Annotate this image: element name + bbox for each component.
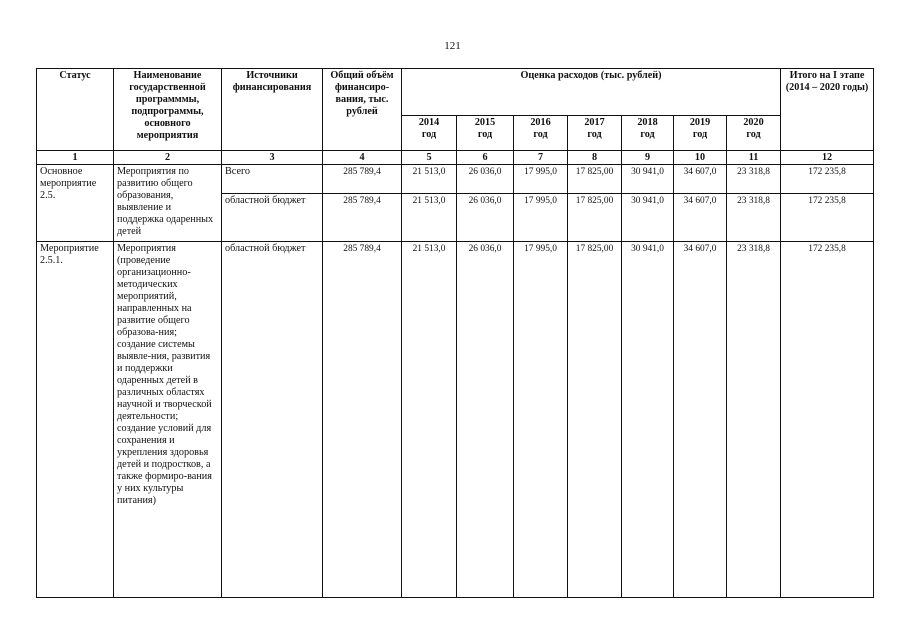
header-year-2014: 2014 год <box>402 116 457 151</box>
header-year-2016: 2016 год <box>514 116 568 151</box>
header-estimate: Оценка расходов (тыс. рублей) <box>402 69 781 116</box>
value-cell: 34 607,0 <box>674 165 727 194</box>
column-number: 4 <box>323 151 402 165</box>
stage-total-cell: 172 235,8 <box>781 165 874 194</box>
header-name: Наименование государственной программмы, подпрограммы, основного мероприятия <box>114 69 222 151</box>
total-cell: 285 789,4 <box>323 194 402 242</box>
name-cell: Мероприятия (проведение организационно-методических мероприятий, направленных на развитие общего образова-ния; создание системы выявле-ния, развития и поддержки одаренных детей в различных областях научной и творческой деятельности; создание условий для сохранения и укрепления здоровья детей и подростков, а также формиро-вания у них культуры питания) <box>114 242 222 598</box>
name-cell: Мероприятия по развитию общего образования, выявление и поддержка одаренных детей <box>114 165 222 242</box>
value-cell: 17 825,00 <box>568 242 622 598</box>
header-year-2015: 2015 год <box>457 116 514 151</box>
column-number: 6 <box>457 151 514 165</box>
header-year-2019: 2019 год <box>674 116 727 151</box>
column-number: 3 <box>222 151 323 165</box>
column-number: 7 <box>514 151 568 165</box>
value-cell: 34 607,0 <box>674 194 727 242</box>
value-cell: 23 318,8 <box>727 194 781 242</box>
value-cell: 23 318,8 <box>727 242 781 598</box>
value-cell: 21 513,0 <box>402 242 457 598</box>
column-number: 12 <box>781 151 874 165</box>
source-cell: областной бюджет <box>222 242 323 598</box>
value-cell: 26 036,0 <box>457 165 514 194</box>
header-total: Общий объём финансиро-вания, тыс. рублей <box>323 69 402 151</box>
value-cell: 17 825,00 <box>568 165 622 194</box>
value-cell: 17 995,0 <box>514 194 568 242</box>
value-cell: 23 318,8 <box>727 165 781 194</box>
value-cell: 17 995,0 <box>514 165 568 194</box>
status-cell: Мероприятие 2.5.1. <box>37 242 114 598</box>
page-number: 121 <box>444 40 461 52</box>
value-cell: 30 941,0 <box>622 242 674 598</box>
stage-total-cell: 172 235,8 <box>781 194 874 242</box>
total-cell: 285 789,4 <box>323 242 402 598</box>
column-number: 8 <box>568 151 622 165</box>
value-cell: 21 513,0 <box>402 194 457 242</box>
status-cell: Основное мероприятие 2.5. <box>37 165 114 242</box>
column-number: 5 <box>402 151 457 165</box>
stage-total-cell: 172 235,8 <box>781 242 874 598</box>
column-number: 2 <box>114 151 222 165</box>
value-cell: 21 513,0 <box>402 165 457 194</box>
header-sources: Источники финансирования <box>222 69 323 151</box>
header-year-2020: 2020 год <box>727 116 781 151</box>
value-cell: 17 825,00 <box>568 194 622 242</box>
source-cell: областной бюджет <box>222 194 323 242</box>
column-number: 9 <box>622 151 674 165</box>
column-numbers-row <box>37 151 874 165</box>
source-cell: Всего <box>222 165 323 194</box>
budget-table <box>36 68 874 598</box>
value-cell: 34 607,0 <box>674 242 727 598</box>
header-year-2017: 2017 год <box>568 116 622 151</box>
header-year-2018: 2018 год <box>622 116 674 151</box>
header-status: Статус <box>37 69 114 151</box>
total-cell: 285 789,4 <box>323 165 402 194</box>
column-number: 11 <box>727 151 781 165</box>
table-row <box>37 165 874 194</box>
header-row-1 <box>37 69 874 116</box>
value-cell: 30 941,0 <box>622 165 674 194</box>
header-stage-total: Итого на I этапе (2014 – 2020 годы) <box>781 69 874 151</box>
value-cell: 30 941,0 <box>622 194 674 242</box>
value-cell: 26 036,0 <box>457 194 514 242</box>
value-cell: 26 036,0 <box>457 242 514 598</box>
table-row <box>37 242 874 598</box>
value-cell: 17 995,0 <box>514 242 568 598</box>
column-number: 1 <box>37 151 114 165</box>
column-number: 10 <box>674 151 727 165</box>
